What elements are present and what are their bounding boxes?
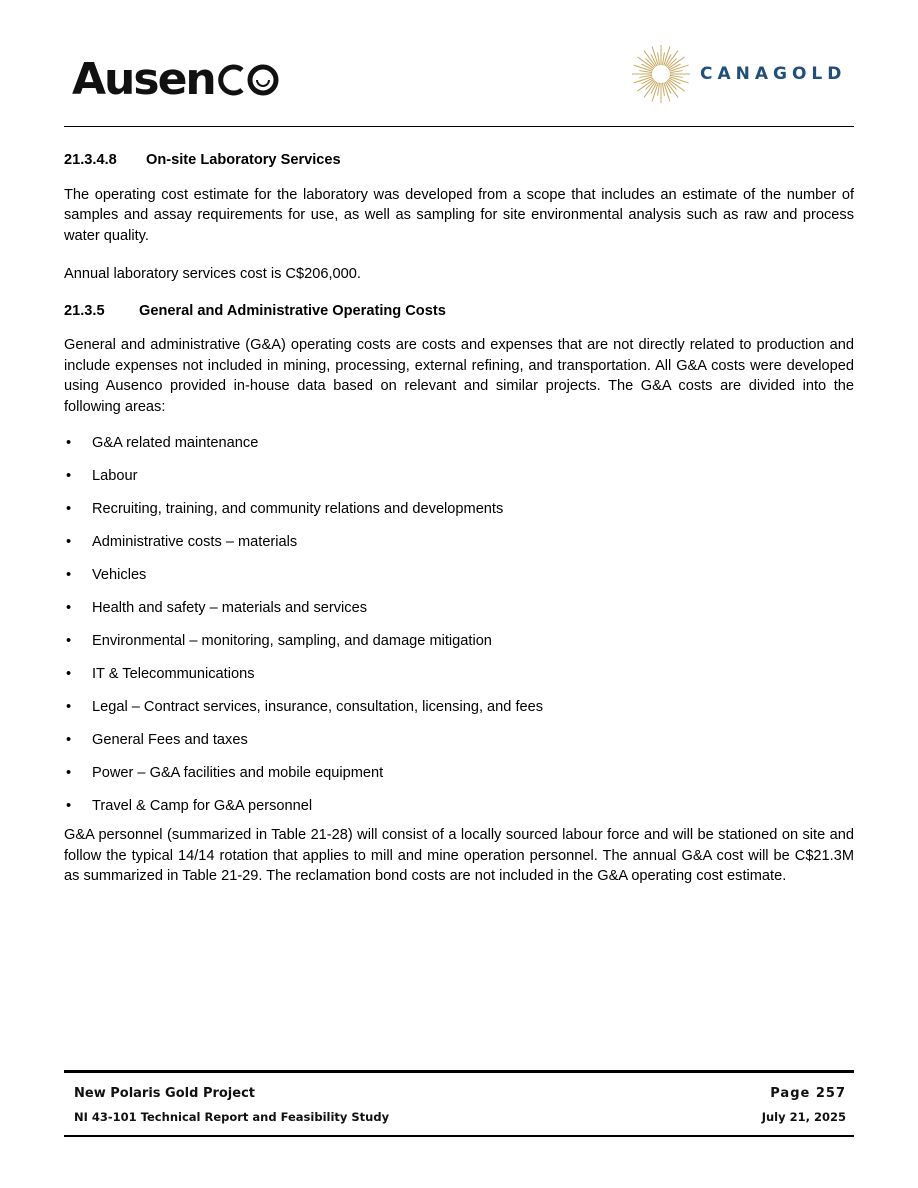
ausenco-wordmark: Ausen (72, 54, 215, 105)
section-heading-21-3-5 (64, 301, 854, 322)
section-title: On-site Laboratory Services (146, 152, 341, 168)
bullet-icon: • (66, 468, 72, 484)
list-item (64, 532, 854, 565)
list-item-text: Travel & Camp for G&A personnel (92, 798, 313, 814)
list-item-text: Environmental – monitoring, sampling, and damage mitigation (92, 633, 492, 649)
section-number: 21.3.5 (64, 302, 105, 319)
bullet-icon: • (66, 600, 72, 616)
footer-report-title: NI 43-101 Technical Report and Feasibility Study (74, 1110, 390, 1124)
list-item (64, 466, 854, 499)
bullet-icon: • (66, 666, 72, 682)
list-item-text: G&A related maintenance (92, 435, 259, 451)
ausenco-logo (72, 56, 282, 104)
list-item-text: Administrative costs – materials (92, 534, 298, 550)
header-divider (64, 126, 854, 127)
list-item (64, 730, 854, 763)
lab-cost-paragraph: The operating cost estimate for the laboratory was developed from a scope that includes an estimate of the number of samples and assay requirements for use, as well as sampling for site environmental analysis such as raw and process water quality. (64, 186, 854, 244)
list-item-text: Vehicles (92, 567, 147, 583)
bullet-icon: • (66, 732, 72, 748)
bullet-icon: • (66, 798, 72, 814)
bullet-icon: • (66, 501, 72, 517)
canagold-logo (630, 42, 846, 106)
footer-bottom-divider (64, 1135, 854, 1137)
list-item (64, 796, 854, 829)
ga-intro-paragraph: General and administrative (G&A) operating costs are costs and expenses that are not directly related to production and include expenses not included in mining, processing, external refining, and transportation. All G&A costs were developed using Ausenco provided in-house data based on relevant and similar projects. The G&A costs are divided into the following areas: (64, 337, 854, 415)
ausenco-swirl-icon (216, 60, 282, 100)
ga-cost-areas-list (64, 433, 854, 829)
list-item (64, 565, 854, 598)
list-item (64, 631, 854, 664)
bullet-icon: • (66, 435, 72, 451)
list-item-text: Power – G&A facilities and mobile equipment (92, 765, 384, 781)
footer-page-number: Page 257 (770, 1086, 846, 1101)
list-item (64, 763, 854, 796)
sunburst-icon (630, 43, 692, 105)
bullet-icon: • (66, 534, 72, 550)
list-item-text: Recruiting, training, and community relations and developments (92, 501, 504, 517)
footer-project-name: New Polaris Gold Project (74, 1086, 256, 1101)
section-title: General and Administrative Operating Costs (139, 302, 446, 319)
list-item-text: Legal – Contract services, insurance, consultation, licensing, and fees (92, 699, 544, 715)
list-item-text: Health and safety – materials and services (92, 600, 367, 616)
footer-date: July 21, 2025 (761, 1110, 846, 1124)
list-item (64, 598, 854, 631)
section-heading-21-3-4-8 (64, 150, 854, 171)
list-item (64, 697, 854, 730)
list-item-text: General Fees and taxes (92, 732, 248, 748)
bullet-icon: • (66, 699, 72, 715)
page-footer (74, 1084, 846, 1126)
list-item-text: Labour (92, 468, 138, 484)
bullet-icon: • (66, 567, 72, 583)
canagold-wordmark: CANAGOLD (700, 64, 847, 84)
lab-annual-cost-paragraph: Annual laboratory services cost is C$206,000. (64, 266, 361, 282)
section-number: 21.3.4.8 (64, 152, 117, 168)
bullet-icon: • (66, 633, 72, 649)
bullet-icon: • (66, 765, 72, 781)
page-body (64, 150, 854, 905)
list-item-text: IT & Telecommunications (92, 666, 255, 682)
ga-closing-paragraph: G&A personnel (summarized in Table 21-28) will consist of a locally sourced labour force and will be stationed on site and follow the typical 14/14 rotation that applies to mill and mine operation personnel. The annual G&A cost will be C$21.3M as summarized in Table 21-29. The reclamation bond costs are not included in the G&A operating cost estimate. (64, 827, 854, 884)
list-item (64, 433, 854, 466)
footer-top-divider (64, 1070, 854, 1073)
list-item (64, 664, 854, 697)
list-item (64, 499, 854, 532)
